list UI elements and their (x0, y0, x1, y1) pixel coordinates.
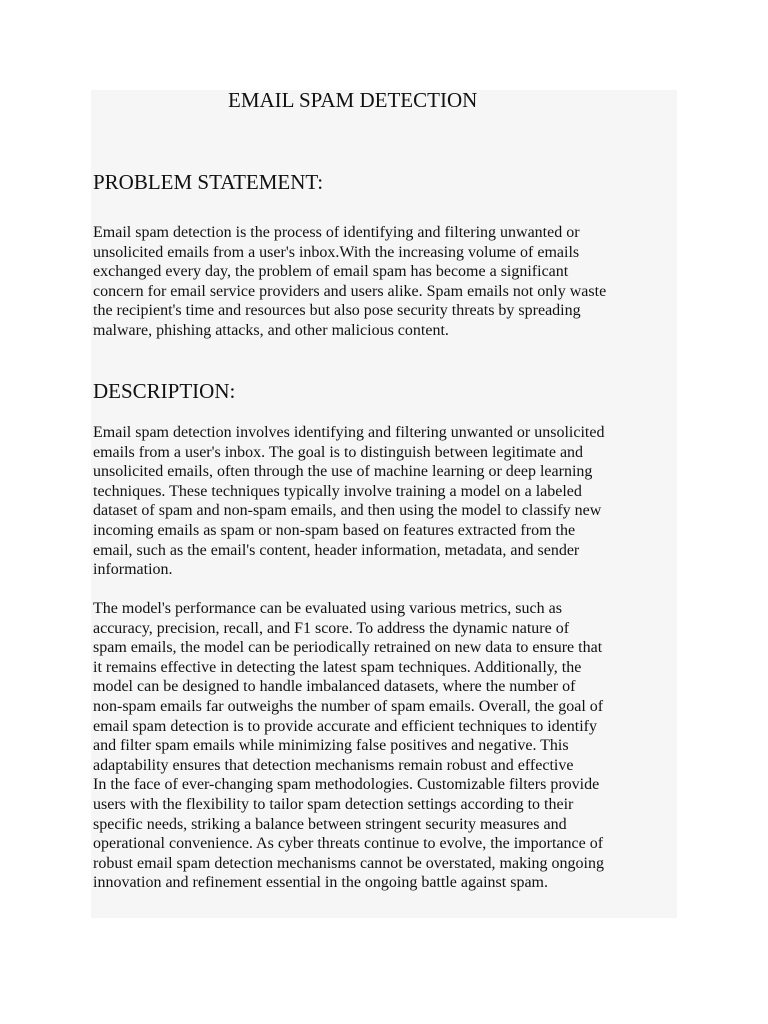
text-line: incoming emails as spam or non-spam based on features extracted from the (93, 521, 576, 539)
section-heading-description: DESCRIPTION: (93, 379, 236, 403)
document-title: EMAIL SPAM DETECTION (228, 88, 478, 112)
text-line: malware, phishing attacks, and other malicious content. (93, 321, 449, 339)
text-line: dataset of spam and non-spam emails, and then using the model to classify new (93, 502, 602, 520)
text-line: exchanged every day, the problem of email spam has become a significant (93, 263, 569, 281)
document-page (91, 90, 677, 918)
text-line: it remains effective in detecting the latest spam techniques. Additionally, the (93, 658, 582, 676)
text-line: and filter spam emails while minimizing false positives and negative. This (93, 737, 569, 755)
text-line: robust email spam detection mechanisms cannot be overstated, making ongoing (93, 854, 604, 872)
text-line: model can be designed to handle imbalanced datasets, where the number of (93, 678, 576, 696)
text-line: unsolicited emails from a user's inbox.With the increasing volume of emails (93, 243, 580, 261)
text-line: specific needs, striking a balance between stringent security measures and (93, 815, 567, 833)
paragraph-description-2 (93, 599, 677, 893)
paragraph-problem-statement (93, 223, 677, 341)
text-line: unsolicited emails, often through the use of machine learning or deep learning (93, 463, 593, 481)
text-line: adaptability ensures that detection mechanisms remain robust and effective (93, 756, 574, 774)
text-line: emails from a user's inbox. The goal is to distinguish between legitimate and (93, 443, 584, 461)
text-line: techniques. These techniques typically involve training a model on a labeled (93, 482, 582, 500)
paragraph-description-1 (93, 423, 677, 580)
text-line: operational convenience. As cyber threats continue to evolve, the importance of (93, 835, 604, 853)
text-line: users with the flexibility to tailor spam detection settings according to their (93, 795, 574, 813)
text-line: email spam detection is to provide accurate and efficient techniques to identify (93, 717, 597, 735)
text-line: Email spam detection is the process of identifying and filtering unwanted or (93, 224, 580, 241)
text-line: information. (93, 561, 173, 579)
text-line: spam emails, the model can be periodically retrained on new data to ensure that (93, 639, 603, 657)
section-heading-problem-statement: PROBLEM STATEMENT: (93, 170, 324, 194)
text-line: The model's performance can be evaluated using various metrics, such as (93, 600, 562, 617)
text-line: accuracy, precision, recall, and F1 score. To address the dynamic nature of (93, 619, 570, 637)
text-line: In the face of ever-changing spam methodologies. Customizable filters provide (93, 776, 600, 794)
text-line: the recipient's time and resources but also pose security threats by spreading (93, 302, 581, 320)
text-line: concern for email service providers and users alike. Spam emails not only waste (93, 282, 607, 300)
text-line: Email spam detection involves identifying and filtering unwanted or unsolicited (93, 424, 605, 441)
text-line: email, such as the email's content, header information, metadata, and sender (93, 541, 580, 559)
text-line: innovation and refinement essential in the ongoing battle against spam. (93, 874, 548, 892)
text-line: non-spam emails far outweighs the number of spam emails. Overall, the goal of (93, 697, 604, 715)
